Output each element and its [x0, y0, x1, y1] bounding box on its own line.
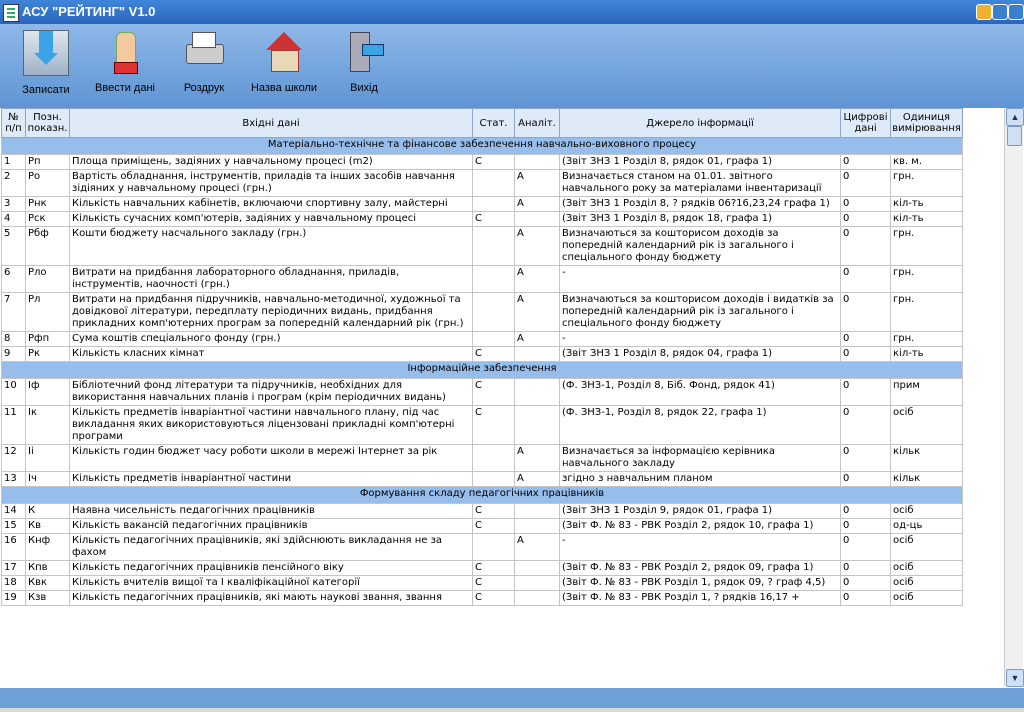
- school-name-button-label: Назва школи: [250, 82, 318, 94]
- school-name-button[interactable]: [246, 30, 322, 94]
- cell-unit: осіб: [891, 561, 963, 576]
- cell-digital[interactable]: 0: [841, 266, 891, 293]
- status-bar: [0, 688, 1024, 712]
- column-header-input[interactable]: Вхідні дані: [70, 109, 473, 138]
- cell-source: згідно з навчальним планом: [560, 472, 841, 487]
- cell-num: 2: [2, 170, 26, 197]
- cell-unit: осіб: [891, 406, 963, 445]
- cell-stat: С: [473, 379, 515, 406]
- minimize-button[interactable]: [976, 4, 992, 20]
- cell-stat: [473, 293, 515, 332]
- cell-source: (Звіт Ф. № 83 - РВК Розділ 1, рядок 09, ? граф 4,5): [560, 576, 841, 591]
- cell-input: Вартість обладнання, інструментів, приладів та інших засобів навчання зідіяних у навчальному процесі (грн.): [70, 170, 473, 197]
- column-header-digital[interactable]: Цифрові дані: [841, 109, 891, 138]
- cell-stat: С: [473, 212, 515, 227]
- cell-code: Квк: [26, 576, 70, 591]
- cell-stat: [473, 170, 515, 197]
- section-row: [2, 138, 963, 155]
- cell-source: (Звіт ЗНЗ 1 Розділ 8, рядок 04, графа 1): [560, 347, 841, 362]
- scroll-down-arrow-icon[interactable]: ▼: [1006, 669, 1024, 687]
- printer-icon: [182, 30, 226, 74]
- toolbar: [0, 24, 1024, 108]
- cell-code: Рск: [26, 212, 70, 227]
- cell-input: Кількість предметів інваріантної частини: [70, 472, 473, 487]
- cell-num: 18: [2, 576, 26, 591]
- cell-anal: [515, 212, 560, 227]
- cell-num: 15: [2, 519, 26, 534]
- scroll-up-arrow-icon[interactable]: ▲: [1006, 108, 1024, 126]
- cell-stat: С: [473, 591, 515, 606]
- cell-anal: [515, 406, 560, 445]
- cell-unit: кіл-ть: [891, 212, 963, 227]
- cell-anal: А: [515, 293, 560, 332]
- cell-input: Витрати на придбання лабораторного обладнання, приладів, інструментів, наочності (грн.): [70, 266, 473, 293]
- cell-source: (Звіт Ф. № 83 - РВК Розділ 1, ? рядків 16,17 +: [560, 591, 841, 606]
- scroll-thumb[interactable]: [1007, 126, 1022, 146]
- vertical-scrollbar[interactable]: [1004, 108, 1023, 686]
- cell-num: 11: [2, 406, 26, 445]
- cell-digital[interactable]: 0: [841, 561, 891, 576]
- cell-source: -: [560, 332, 841, 347]
- table-row: [2, 519, 963, 534]
- cell-code: Кпв: [26, 561, 70, 576]
- cell-input: Кошти бюджету насчального закладу (грн.): [70, 227, 473, 266]
- cell-code: Рло: [26, 266, 70, 293]
- cell-digital[interactable]: 0: [841, 576, 891, 591]
- cell-unit: осіб: [891, 591, 963, 606]
- cell-num: 1: [2, 155, 26, 170]
- exit-button[interactable]: [336, 30, 392, 94]
- cell-code: Кзв: [26, 591, 70, 606]
- cell-source: Визначається станом на 01.01. звітного навчального року за матеріалами інвентаризації: [560, 170, 841, 197]
- cell-stat: С: [473, 155, 515, 170]
- cell-input: Бібліотечний фонд літератури та підручників, необхідних для використання навчальних планів і програм (крім періодичних видань): [70, 379, 473, 406]
- status-strip: [0, 708, 1024, 712]
- table-row: [2, 472, 963, 487]
- title-bar: [0, 0, 1024, 24]
- cell-digital[interactable]: 0: [841, 332, 891, 347]
- cell-digital[interactable]: 0: [841, 519, 891, 534]
- cell-anal: [515, 591, 560, 606]
- column-header-unit[interactable]: Одиниця вимірювання: [891, 109, 963, 138]
- cell-input: Кількість вакансій педагогічних працівників: [70, 519, 473, 534]
- cell-anal: А: [515, 445, 560, 472]
- cell-input: Кількість предметів інваріантної частини навчального плану, під час викладання яких використовуються ліцензовані прикладні комп'ютерні програми: [70, 406, 473, 445]
- cell-anal: А: [515, 197, 560, 212]
- section-title: Формування складу педагогічних працівників: [2, 487, 963, 504]
- print-button-label: Роздрук: [183, 82, 225, 94]
- cell-num: 5: [2, 227, 26, 266]
- exit-button-label: Вихід: [350, 82, 378, 94]
- cell-digital[interactable]: 0: [841, 534, 891, 561]
- cell-code: Рл: [26, 293, 70, 332]
- app-icon: [3, 4, 19, 22]
- cell-anal: [515, 519, 560, 534]
- cell-num: 4: [2, 212, 26, 227]
- cell-input: Кількість педагогічних працівників пенсійного віку: [70, 561, 473, 576]
- cell-anal: А: [515, 170, 560, 197]
- cell-stat: С: [473, 561, 515, 576]
- column-header-num[interactable]: № п/п: [2, 109, 26, 138]
- column-header-anal[interactable]: Аналіт.: [515, 109, 560, 138]
- table-row: [2, 504, 963, 519]
- table-header-row: [2, 109, 963, 138]
- column-header-source[interactable]: Джерело інформації: [560, 109, 841, 138]
- cell-num: 17: [2, 561, 26, 576]
- cell-num: 19: [2, 591, 26, 606]
- cell-num: 9: [2, 347, 26, 362]
- cell-anal: [515, 379, 560, 406]
- cell-source: Визначається за інформацією керівника навчального закладу: [560, 445, 841, 472]
- cell-num: 14: [2, 504, 26, 519]
- cell-stat: С: [473, 576, 515, 591]
- enter-data-button-label: Ввести дані: [95, 82, 155, 94]
- indicators-table: [1, 108, 963, 606]
- cell-code: Рбф: [26, 227, 70, 266]
- cell-num: 6: [2, 266, 26, 293]
- cell-unit: грн.: [891, 332, 963, 347]
- cell-anal: [515, 347, 560, 362]
- cell-digital[interactable]: 0: [841, 591, 891, 606]
- table-row: [2, 332, 963, 347]
- table-row: [2, 406, 963, 445]
- cell-digital[interactable]: 0: [841, 227, 891, 266]
- cell-input: Кількість годин бюджет часу роботи школи в мережі Інтернет за рік: [70, 445, 473, 472]
- cell-input: Кількість навчальних кабінетів, включаючи спортивну залу, майстерні: [70, 197, 473, 212]
- cell-num: 16: [2, 534, 26, 561]
- cell-code: Іч: [26, 472, 70, 487]
- cell-unit: кв. м.: [891, 155, 963, 170]
- cell-input: Наявна чисельність педагогічних працівників: [70, 504, 473, 519]
- table-row: [2, 534, 963, 561]
- cell-unit: осіб: [891, 534, 963, 561]
- cell-anal: А: [515, 227, 560, 266]
- close-button[interactable]: [1008, 4, 1024, 20]
- save-button[interactable]: [16, 30, 76, 96]
- cell-num: 12: [2, 445, 26, 472]
- cell-digital[interactable]: 0: [841, 504, 891, 519]
- table-row: [2, 379, 963, 406]
- cell-anal: А: [515, 472, 560, 487]
- cell-source: (Звіт ЗНЗ 1 Розділ 8, рядок 18, графа 1): [560, 212, 841, 227]
- cell-digital[interactable]: 0: [841, 406, 891, 445]
- table-row: [2, 576, 963, 591]
- cell-code: Рп: [26, 155, 70, 170]
- cell-input: Площа приміщень, задіяних у навчальному процесі (m2): [70, 155, 473, 170]
- cell-num: 10: [2, 379, 26, 406]
- cell-anal: А: [515, 266, 560, 293]
- cell-anal: [515, 561, 560, 576]
- save-button-label: Записати: [22, 84, 70, 96]
- hand-icon: [103, 30, 147, 74]
- cell-digital[interactable]: 0: [841, 472, 891, 487]
- cell-code: Ік: [26, 406, 70, 445]
- table-row: [2, 212, 963, 227]
- table-row: [2, 170, 963, 197]
- house-icon: [262, 30, 306, 74]
- cell-unit: кільк: [891, 472, 963, 487]
- cell-source: -: [560, 534, 841, 561]
- cell-stat: [473, 445, 515, 472]
- cell-source: (Ф. ЗНЗ-1, Розділ 8, рядок 22, графа 1): [560, 406, 841, 445]
- cell-code: Іі: [26, 445, 70, 472]
- cell-input: Кількість сучасних комп'ютерів, задіяних у навчальному процесі: [70, 212, 473, 227]
- cell-stat: [473, 534, 515, 561]
- cell-digital[interactable]: 0: [841, 155, 891, 170]
- cell-code: Рнк: [26, 197, 70, 212]
- cell-num: 7: [2, 293, 26, 332]
- cell-digital[interactable]: 0: [841, 170, 891, 197]
- cell-input: Сума коштів спеціального фонду (грн.): [70, 332, 473, 347]
- cell-source: (Звіт ЗНЗ 1 Розділ 8, ? рядків 06?16,23,24 графа 1): [560, 197, 841, 212]
- cell-unit: осіб: [891, 504, 963, 519]
- cell-input: Кількість класних кімнат: [70, 347, 473, 362]
- cell-unit: грн.: [891, 293, 963, 332]
- cell-digital[interactable]: 0: [841, 212, 891, 227]
- cell-unit: грн.: [891, 227, 963, 266]
- table-row: [2, 266, 963, 293]
- cell-unit: прим: [891, 379, 963, 406]
- cell-stat: [473, 472, 515, 487]
- cell-code: Кнф: [26, 534, 70, 561]
- cell-anal: [515, 155, 560, 170]
- cell-stat: [473, 197, 515, 212]
- table-row: [2, 591, 963, 606]
- cell-source: (Звіт Ф. № 83 - РВК Розділ 2, рядок 09, графа 1): [560, 561, 841, 576]
- cell-stat: С: [473, 347, 515, 362]
- enter-data-button[interactable]: [90, 30, 160, 94]
- cell-digital[interactable]: 0: [841, 293, 891, 332]
- cell-digital[interactable]: 0: [841, 379, 891, 406]
- data-grid: [0, 108, 1024, 688]
- window-title: АСУ "РЕЙТИНГ" V1.0: [22, 4, 156, 19]
- cell-unit: од-ць: [891, 519, 963, 534]
- cell-code: Рк: [26, 347, 70, 362]
- section-title: Матеріально-технічне та фінансове забезпечення навчально-виховного процесу: [2, 138, 963, 155]
- table-row: [2, 561, 963, 576]
- table-row: [2, 347, 963, 362]
- cell-source: Визначаються за кошторисом доходів за попередній календарний рік із загального і спеціального фонду бюджету: [560, 227, 841, 266]
- cell-num: 13: [2, 472, 26, 487]
- column-header-code[interactable]: Позн. показн.: [26, 109, 70, 138]
- cell-unit: кіл-ть: [891, 347, 963, 362]
- section-row: [2, 362, 963, 379]
- cell-source: (Звіт ЗНЗ 1 Розділ 9, рядок 01, графа 1): [560, 504, 841, 519]
- cell-stat: С: [473, 406, 515, 445]
- cell-code: Кв: [26, 519, 70, 534]
- cell-input: Витрати на придбання підручників, навчально-методичної, художньої та довідкової літератури, передплату періодичних видань, придбання прикладних комп'ютерних програм за попередній календарний рік (грн.): [70, 293, 473, 332]
- cell-unit: кіл-ть: [891, 197, 963, 212]
- maximize-button[interactable]: [992, 4, 1008, 20]
- cell-source: (Звіт ЗНЗ 1 Розділ 8, рядок 01, графа 1): [560, 155, 841, 170]
- cell-num: 8: [2, 332, 26, 347]
- cell-source: (Ф. ЗНЗ-1, Розділ 8, Біб. Фонд, рядок 41): [560, 379, 841, 406]
- cell-input: Кількість педагогічних працівників, які мають наукові звання, звання: [70, 591, 473, 606]
- cell-source: (Звіт Ф. № 83 - РВК Розділ 2, рядок 10, графа 1): [560, 519, 841, 534]
- cell-source: Визначаються за кошторисом доходів і видатків за попередній календарний рік із загального і спеціального фонду бюджету: [560, 293, 841, 332]
- table-row: [2, 155, 963, 170]
- cell-code: Іф: [26, 379, 70, 406]
- cell-stat: [473, 227, 515, 266]
- cell-digital[interactable]: 0: [841, 347, 891, 362]
- cell-digital[interactable]: 0: [841, 197, 891, 212]
- table-row: [2, 227, 963, 266]
- cell-anal: [515, 576, 560, 591]
- table-row: [2, 445, 963, 472]
- cell-stat: С: [473, 519, 515, 534]
- cell-unit: грн.: [891, 170, 963, 197]
- column-header-stat[interactable]: Стат.: [473, 109, 515, 138]
- cell-stat: С: [473, 504, 515, 519]
- cell-stat: [473, 266, 515, 293]
- cell-anal: А: [515, 332, 560, 347]
- cell-source: -: [560, 266, 841, 293]
- cell-digital[interactable]: 0: [841, 445, 891, 472]
- cell-unit: грн.: [891, 266, 963, 293]
- table-row: [2, 293, 963, 332]
- cell-input: Кількість педагогічних працівників, які здійснюють викладання не за фахом: [70, 534, 473, 561]
- cell-code: Ро: [26, 170, 70, 197]
- save-icon: [23, 30, 69, 76]
- cell-unit: кільк: [891, 445, 963, 472]
- print-button[interactable]: [174, 30, 234, 94]
- section-row: [2, 487, 963, 504]
- exit-door-icon: [342, 30, 386, 74]
- cell-code: Рфп: [26, 332, 70, 347]
- cell-num: 3: [2, 197, 26, 212]
- cell-anal: [515, 504, 560, 519]
- cell-code: К: [26, 504, 70, 519]
- cell-anal: А: [515, 534, 560, 561]
- cell-stat: [473, 332, 515, 347]
- cell-unit: осіб: [891, 576, 963, 591]
- section-title: Інформаційне забезпечення: [2, 362, 963, 379]
- table-row: [2, 197, 963, 212]
- cell-input: Кількість вчителів вищої та І кваліфікаційної категорії: [70, 576, 473, 591]
